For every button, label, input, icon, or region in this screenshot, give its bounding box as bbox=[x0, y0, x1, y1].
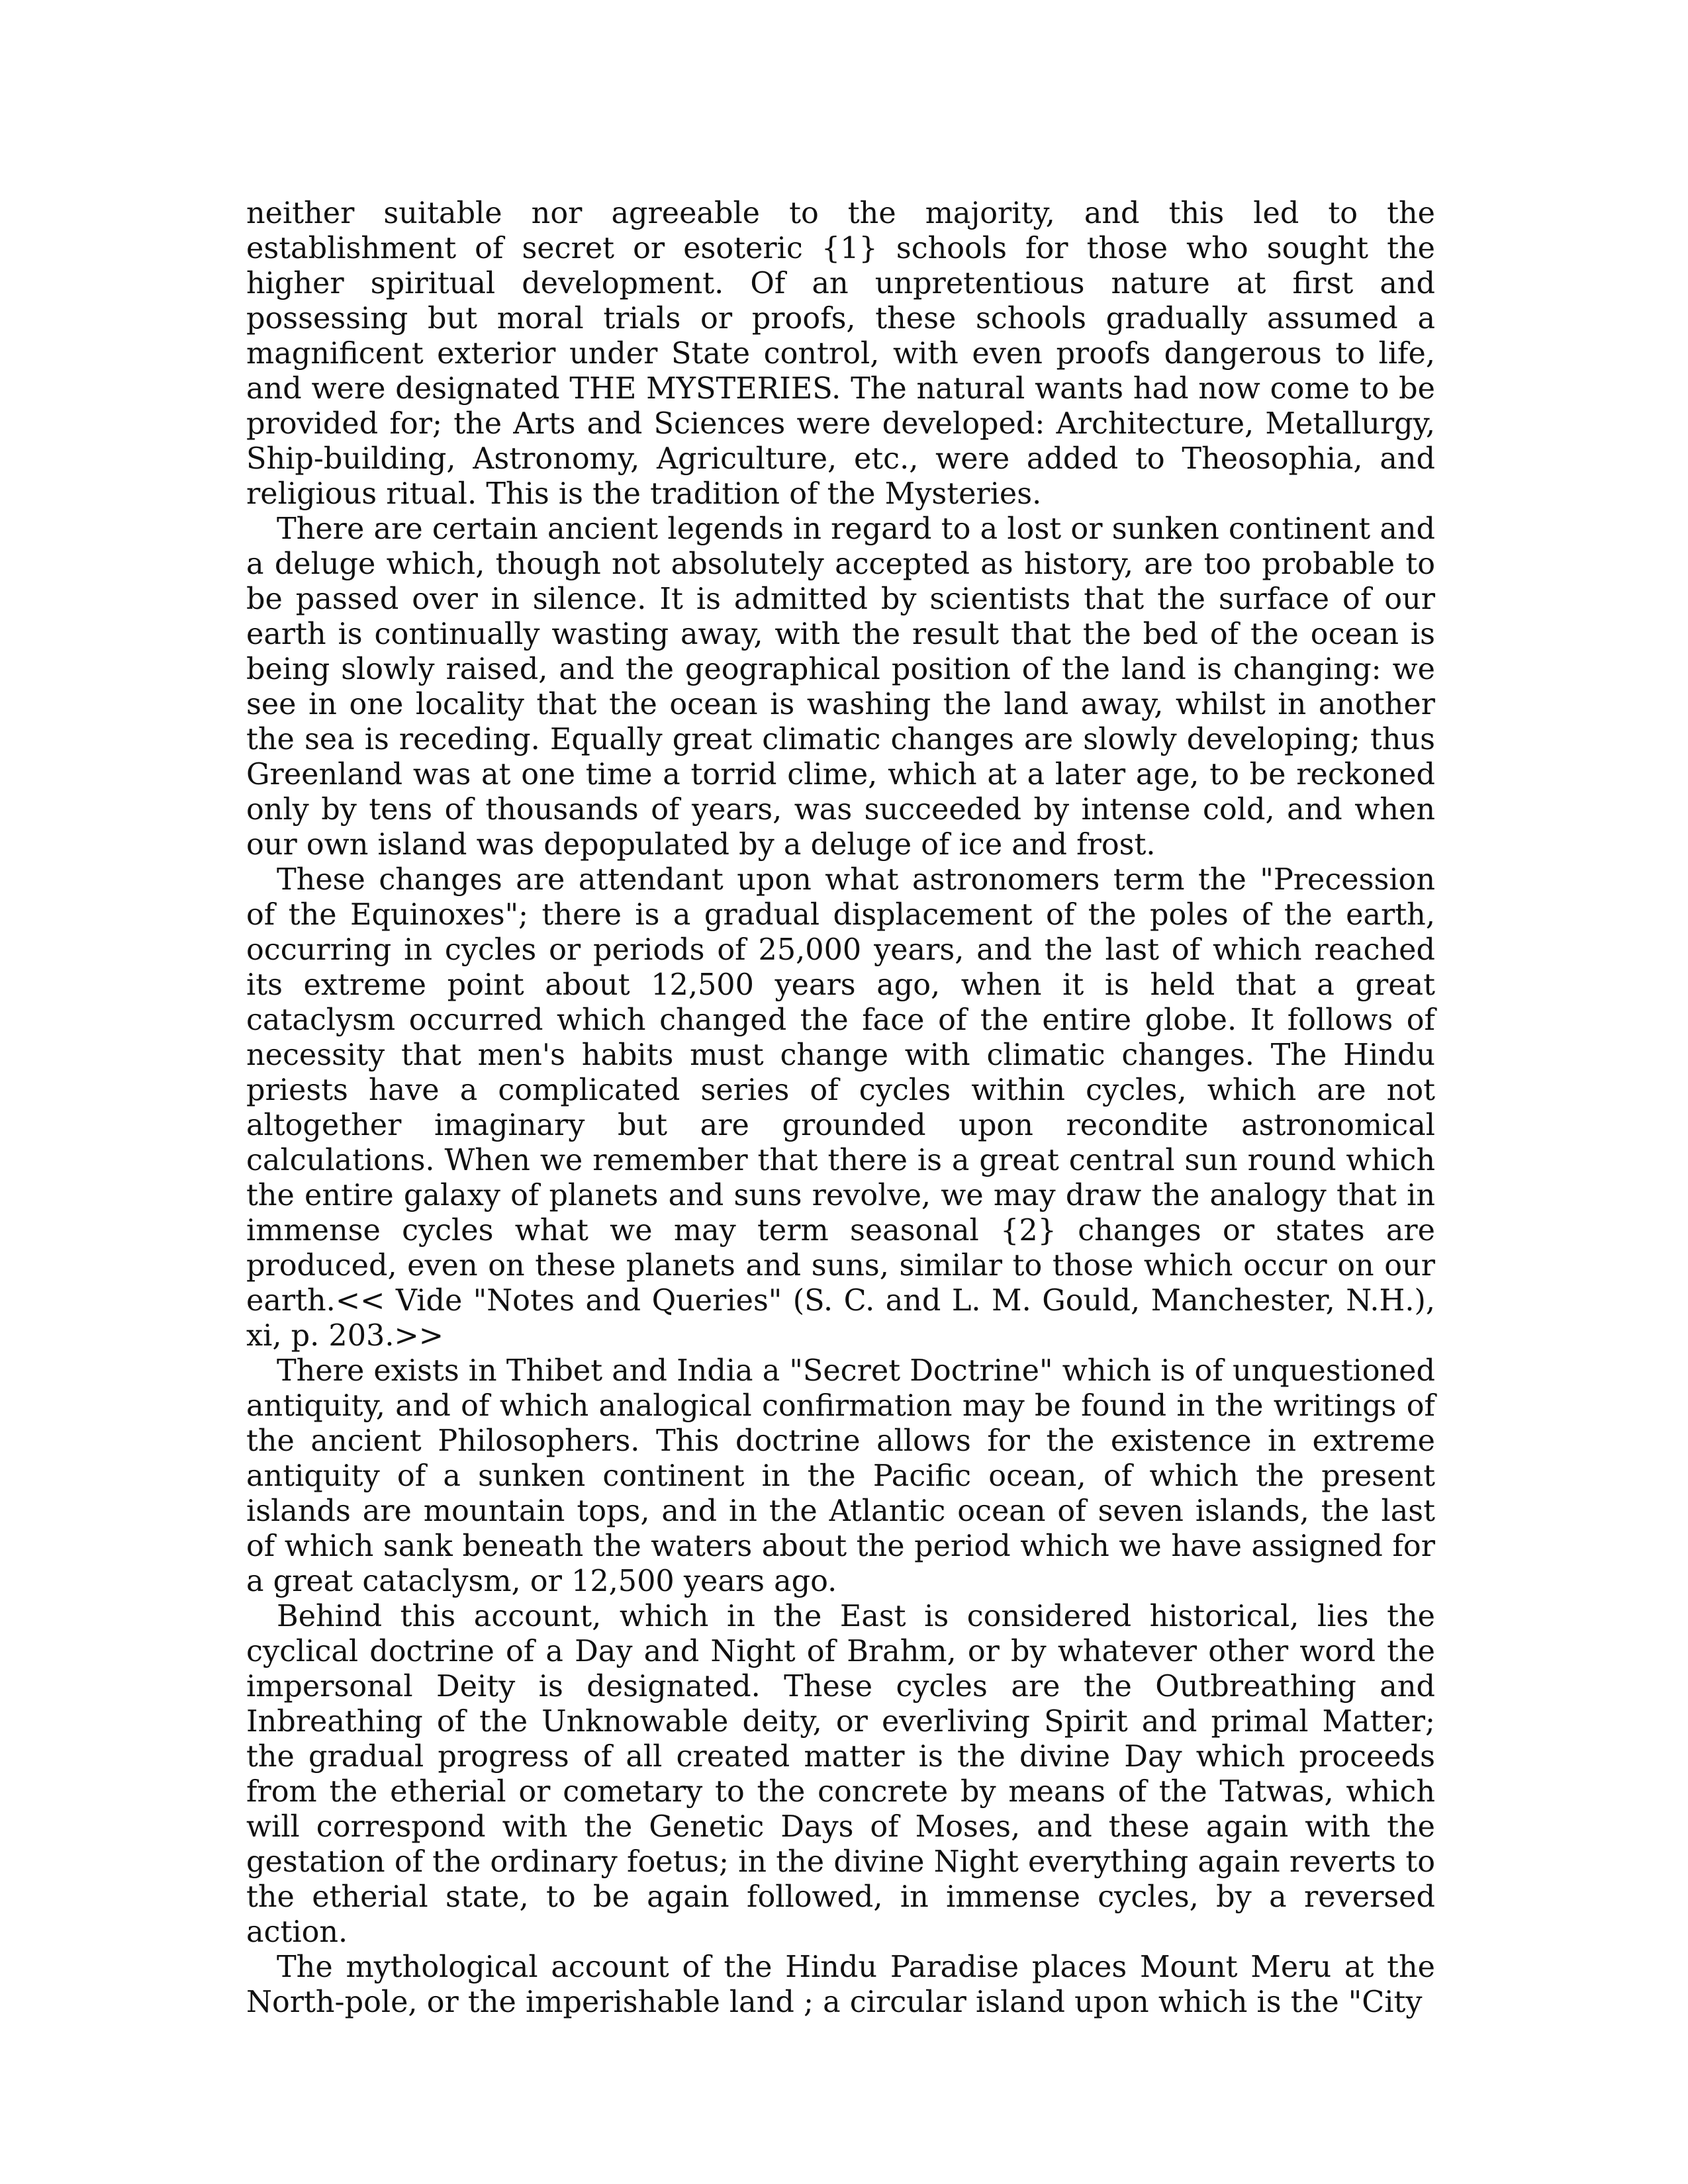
paragraph-precession-equinoxes: These changes are attendant upon what astronomers term the "Precession of the Equinoxes"; there is a gradual displacement of the poles of the earth, occurring in cycles or periods of 25,000 years, and the last of which reached its extreme point about 12,500 years ago, when it is held that a great cataclysm occurred which changed the face of the entire globe. It follows of necessity that men's habits must change with climatic changes. The Hindu priests have a complicated series of cycles within cycles, which are not altogether imaginary but are grounded upon recondite astronomical calculations. When we remember that there is a great central sun round which the entire galaxy of planets and suns revolve, we may draw the analogy that in immense cycles what we may term seasonal {2} changes or states are produced, even on these planets and suns, similar to those which occur on our earth.<< Vide "Notes and Queries" (S. C. and L. M. Gould, Manchester, N.H.), xi, p. 203.>> bbox=[246, 863, 1435, 1353]
paragraph-sunken-continent: There are certain ancient legends in regard to a lost or sunken continent and a deluge which, though not absolutely accepted as history, are too probable to be passed over in silence. It is admitted by scientists that the surface of our earth is continually wasting away, with the result that the bed of the ocean is being slowly raised, and the geographical position of the land is changing: we see in one locality that the ocean is washing the land away, whilst in another the sea is receding. Equally great climatic changes are slowly developing; thus Greenland was at one time a torrid clime, which at a later age, to be reckoned only by tens of thousands of years, was succeeded by intense cold, and when our own island was depopulated by a deluge of ice and frost. bbox=[246, 512, 1435, 862]
paragraph-hindu-paradise: The mythological account of the Hindu Paradise places Mount Meru at the North-pole, or the imperishable land ; a circular island upon which is the "City bbox=[246, 1950, 1435, 2019]
paragraph-mysteries-tradition: neither suitable nor agreeable to the majority, and this led to the establishment of secret or esoteric {1} schools for those who sought the higher spiritual development. Of an unpretentious nature at first and possessing but moral trials or proofs, these schools gradually assumed a magnificent exterior under State control, with even proofs dangerous to life, and were designated THE MYSTERIES. The natural wants had now come to be provided for; the Arts and Sciences were developed: Architecture, Metallurgy, Ship-building, Astronomy, Agriculture, etc., were added to Theosophia, and religious ritual. This is the tradition of the Mysteries. bbox=[246, 197, 1435, 511]
body-text bbox=[246, 196, 1435, 2020]
paragraph-secret-doctrine: There exists in Thibet and India a "Secret Doctrine" which is of unquestioned antiquity, and of which analogical confirmation may be found in the writings of the ancient Philosophers. This doctrine allows for the existence in extreme antiquity of a sunken continent in the Pacific ocean, of which the present islands are mountain tops, and in the Atlantic ocean of seven islands, the last of which sank beneath the waters about the period which we have assigned for a great cataclysm, or 12,500 years ago. bbox=[246, 1354, 1435, 1598]
paragraph-day-night-brahm: Behind this account, which in the East is considered historical, lies the cyclical doctrine of a Day and Night of Brahm, or by whatever other word the impersonal Deity is designated. These cycles are the Outbreathing and Inbreathing of the Unknowable deity, or everliving Spirit and primal Matter; the gradual progress of all created matter is the divine Day which proceeds from the etherial or cometary to the concrete by means of the Tatwas, which will correspond with the Genetic Days of Moses, and these again with the gestation of the ordinary foetus; in the divine Night everything again reverts to the etherial state, to be again followed, in immense cycles, by a reversed action. bbox=[246, 1600, 1435, 1949]
